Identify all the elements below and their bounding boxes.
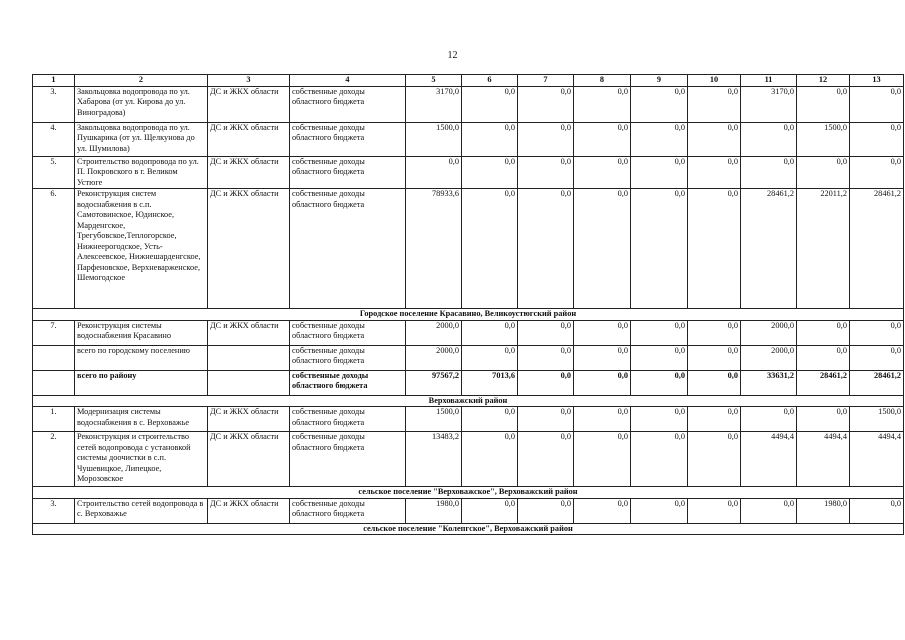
value-col-12: 22011,2 bbox=[797, 189, 850, 309]
total-row bbox=[33, 370, 904, 395]
value-col-6: 0,0 bbox=[462, 498, 518, 523]
value-col-8: 0,0 bbox=[574, 122, 631, 156]
section-title: Городское поселение Красавино, Великоустюгский район bbox=[33, 309, 904, 321]
table-row bbox=[33, 156, 904, 189]
value-col-10: 0,0 bbox=[688, 86, 741, 122]
value-col-5: 2000,0 bbox=[406, 345, 462, 370]
value-col-13: 0,0 bbox=[850, 345, 904, 370]
value-col-13: 0,0 bbox=[850, 156, 904, 189]
executor: ДС и ЖКХ области bbox=[208, 156, 290, 189]
column-header-7: 7 bbox=[518, 75, 574, 87]
value-col-12: 0,0 bbox=[797, 320, 850, 345]
funding-source: собственные доходы областного бюджета bbox=[290, 345, 406, 370]
value-col-10: 0,0 bbox=[688, 370, 741, 395]
row-index: 5. bbox=[33, 156, 75, 189]
value-col-12: 0,0 bbox=[797, 156, 850, 189]
value-col-10: 0,0 bbox=[688, 320, 741, 345]
column-header-8: 8 bbox=[574, 75, 631, 87]
value-col-13: 0,0 bbox=[850, 498, 904, 523]
value-col-9: 0,0 bbox=[631, 407, 688, 432]
value-col-7: 0,0 bbox=[518, 370, 574, 395]
section-title: Верховажский район bbox=[33, 395, 904, 407]
value-col-13: 28461,2 bbox=[850, 189, 904, 309]
value-col-7: 0,0 bbox=[518, 189, 574, 309]
value-col-9: 0,0 bbox=[631, 370, 688, 395]
table-row bbox=[33, 345, 904, 370]
value-col-5: 97567,2 bbox=[406, 370, 462, 395]
column-header-11: 11 bbox=[741, 75, 797, 87]
executor: ДС и ЖКХ области bbox=[208, 122, 290, 156]
value-col-11: 0,0 bbox=[741, 407, 797, 432]
executor: ДС и ЖКХ области bbox=[208, 86, 290, 122]
executor: ДС и ЖКХ области bbox=[208, 432, 290, 487]
value-col-5: 2000,0 bbox=[406, 320, 462, 345]
value-col-9: 0,0 bbox=[631, 498, 688, 523]
project-name: всего по городскому поселению bbox=[75, 345, 208, 370]
value-col-7: 0,0 bbox=[518, 320, 574, 345]
value-col-12: 4494,4 bbox=[797, 432, 850, 487]
project-name: Реконструкция систем водоснабжения в с.п. Самотовинское, Юдинское, Марденгское, Трегубовское,Теплогорское, Нижнеерогодское, Усть-Алексеевское, Нижнешарденгское, Парфеновское, Верхневарженское, Шемогодское bbox=[75, 189, 208, 309]
section-title: сельское поселение "Верховажское", Верховажский район bbox=[33, 487, 904, 499]
value-col-7: 0,0 bbox=[518, 345, 574, 370]
column-header-4: 4 bbox=[290, 75, 406, 87]
funding-source: собственные доходы областного бюджета bbox=[290, 189, 406, 309]
value-col-10: 0,0 bbox=[688, 156, 741, 189]
value-col-5: 13483,2 bbox=[406, 432, 462, 487]
executor bbox=[208, 345, 290, 370]
value-col-6: 0,0 bbox=[462, 345, 518, 370]
table-row bbox=[33, 320, 904, 345]
value-col-7: 0,0 bbox=[518, 407, 574, 432]
value-col-9: 0,0 bbox=[631, 122, 688, 156]
row-index: 3. bbox=[33, 86, 75, 122]
funding-source: собственные доходы областного бюджета bbox=[290, 432, 406, 487]
value-col-7: 0,0 bbox=[518, 122, 574, 156]
row-index: 3. bbox=[33, 498, 75, 523]
funding-source: собственные доходы областного бюджета bbox=[290, 122, 406, 156]
value-col-5: 0,0 bbox=[406, 156, 462, 189]
column-header-12: 12 bbox=[797, 75, 850, 87]
value-col-8: 0,0 bbox=[574, 407, 631, 432]
section-title: сельское поселение "Колепгское", Верховажский район bbox=[33, 523, 904, 535]
row-index: 6. bbox=[33, 189, 75, 309]
value-col-9: 0,0 bbox=[631, 345, 688, 370]
funding-source: собственные доходы областного бюджета bbox=[290, 320, 406, 345]
column-header-3: 3 bbox=[208, 75, 290, 87]
executor: ДС и ЖКХ области bbox=[208, 498, 290, 523]
section-header-row bbox=[33, 487, 904, 499]
value-col-9: 0,0 bbox=[631, 320, 688, 345]
row-index: 1. bbox=[33, 407, 75, 432]
value-col-6: 0,0 bbox=[462, 189, 518, 309]
value-col-11: 33631,2 bbox=[741, 370, 797, 395]
column-header-2: 2 bbox=[75, 75, 208, 87]
table-row bbox=[33, 86, 904, 122]
value-col-7: 0,0 bbox=[518, 86, 574, 122]
value-col-5: 1500,0 bbox=[406, 122, 462, 156]
funding-source: собственные доходы областного бюджета bbox=[290, 498, 406, 523]
section-header-row bbox=[33, 523, 904, 535]
project-name: Строительство сетей водопровода в с. Верховажье bbox=[75, 498, 208, 523]
value-col-12: 0,0 bbox=[797, 345, 850, 370]
value-col-8: 0,0 bbox=[574, 345, 631, 370]
page-number: 12 bbox=[447, 50, 458, 61]
value-col-8: 0,0 bbox=[574, 320, 631, 345]
value-col-11: 0,0 bbox=[741, 498, 797, 523]
executor: ДС и ЖКХ области bbox=[208, 407, 290, 432]
value-col-9: 0,0 bbox=[631, 156, 688, 189]
value-col-11: 0,0 bbox=[741, 122, 797, 156]
funding-source: собственные доходы областного бюджета bbox=[290, 407, 406, 432]
funding-source: собственные доходы областного бюджета bbox=[290, 86, 406, 122]
value-col-13: 0,0 bbox=[850, 122, 904, 156]
value-col-8: 0,0 bbox=[574, 156, 631, 189]
value-col-11: 3170,0 bbox=[741, 86, 797, 122]
table-row bbox=[33, 498, 904, 523]
funding-source: собственные доходы областного бюджета bbox=[290, 156, 406, 189]
budget-table bbox=[32, 74, 904, 535]
value-col-6: 7013,6 bbox=[462, 370, 518, 395]
value-col-10: 0,0 bbox=[688, 122, 741, 156]
value-col-9: 0,0 bbox=[631, 189, 688, 309]
project-name: Реконструкция системы водоснабжения Красавино bbox=[75, 320, 208, 345]
row-index bbox=[33, 370, 75, 395]
value-col-7: 0,0 bbox=[518, 432, 574, 487]
value-col-6: 0,0 bbox=[462, 122, 518, 156]
executor bbox=[208, 370, 290, 395]
value-col-11: 28461,2 bbox=[741, 189, 797, 309]
row-index: 4. bbox=[33, 122, 75, 156]
section-header-row bbox=[33, 395, 904, 407]
value-col-5: 3170,0 bbox=[406, 86, 462, 122]
table-row bbox=[33, 189, 904, 309]
project-name: Закольцовка водопровода по ул. Пушкарика (от ул. Щелкунова до ул. Шумилова) bbox=[75, 122, 208, 156]
table-row bbox=[33, 407, 904, 432]
value-col-7: 0,0 bbox=[518, 156, 574, 189]
value-col-11: 4494,4 bbox=[741, 432, 797, 487]
column-header-9: 9 bbox=[631, 75, 688, 87]
column-header-1: 1 bbox=[33, 75, 75, 87]
section-header-row bbox=[33, 309, 904, 321]
value-col-12: 0,0 bbox=[797, 86, 850, 122]
value-col-9: 0,0 bbox=[631, 86, 688, 122]
value-col-12: 1980,0 bbox=[797, 498, 850, 523]
value-col-12: 28461,2 bbox=[797, 370, 850, 395]
value-col-12: 0,0 bbox=[797, 407, 850, 432]
funding-source: собственные доходы областного бюджета bbox=[290, 370, 406, 395]
project-name: Закольцовка водопровода по ул. Хабарова (от ул. Кирова до ул. Виноградова) bbox=[75, 86, 208, 122]
column-header-6: 6 bbox=[462, 75, 518, 87]
value-col-13: 4494,4 bbox=[850, 432, 904, 487]
value-col-10: 0,0 bbox=[688, 345, 741, 370]
executor: ДС и ЖКХ области bbox=[208, 320, 290, 345]
project-name: Реконструкция и строительство сетей водопровода с установкой системы доочистки в с.п. Чушевицкое, Липецкое, Морозовское bbox=[75, 432, 208, 487]
value-col-6: 0,0 bbox=[462, 432, 518, 487]
executor: ДС и ЖКХ области bbox=[208, 189, 290, 309]
value-col-6: 0,0 bbox=[462, 320, 518, 345]
value-col-10: 0,0 bbox=[688, 407, 741, 432]
project-name: Модернизация системы водоснабжения в с. Верховажье bbox=[75, 407, 208, 432]
value-col-5: 1980,0 bbox=[406, 498, 462, 523]
column-header-5: 5 bbox=[406, 75, 462, 87]
value-col-9: 0,0 bbox=[631, 432, 688, 487]
table-row bbox=[33, 122, 904, 156]
value-col-8: 0,0 bbox=[574, 86, 631, 122]
value-col-6: 0,0 bbox=[462, 156, 518, 189]
value-col-11: 2000,0 bbox=[741, 345, 797, 370]
row-index bbox=[33, 345, 75, 370]
project-name: Строительство водопровода по ул. П. Покровского в г. Великом Устюге bbox=[75, 156, 208, 189]
value-col-8: 0,0 bbox=[574, 370, 631, 395]
value-col-10: 0,0 bbox=[688, 498, 741, 523]
project-name: всего по району bbox=[75, 370, 208, 395]
value-col-13: 28461,2 bbox=[850, 370, 904, 395]
value-col-12: 1500,0 bbox=[797, 122, 850, 156]
value-col-5: 78933,6 bbox=[406, 189, 462, 309]
value-col-13: 0,0 bbox=[850, 86, 904, 122]
header-row bbox=[33, 75, 904, 87]
value-col-10: 0,0 bbox=[688, 432, 741, 487]
value-col-8: 0,0 bbox=[574, 432, 631, 487]
value-col-13: 0,0 bbox=[850, 320, 904, 345]
value-col-7: 0,0 bbox=[518, 498, 574, 523]
value-col-6: 0,0 bbox=[462, 86, 518, 122]
value-col-5: 1500,0 bbox=[406, 407, 462, 432]
column-header-13: 13 bbox=[850, 75, 904, 87]
value-col-11: 2000,0 bbox=[741, 320, 797, 345]
value-col-8: 0,0 bbox=[574, 189, 631, 309]
value-col-10: 0,0 bbox=[688, 189, 741, 309]
value-col-11: 0,0 bbox=[741, 156, 797, 189]
value-col-8: 0,0 bbox=[574, 498, 631, 523]
value-col-13: 1500,0 bbox=[850, 407, 904, 432]
table-row bbox=[33, 432, 904, 487]
row-index: 2. bbox=[33, 432, 75, 487]
value-col-6: 0,0 bbox=[462, 407, 518, 432]
column-header-10: 10 bbox=[688, 75, 741, 87]
row-index: 7. bbox=[33, 320, 75, 345]
